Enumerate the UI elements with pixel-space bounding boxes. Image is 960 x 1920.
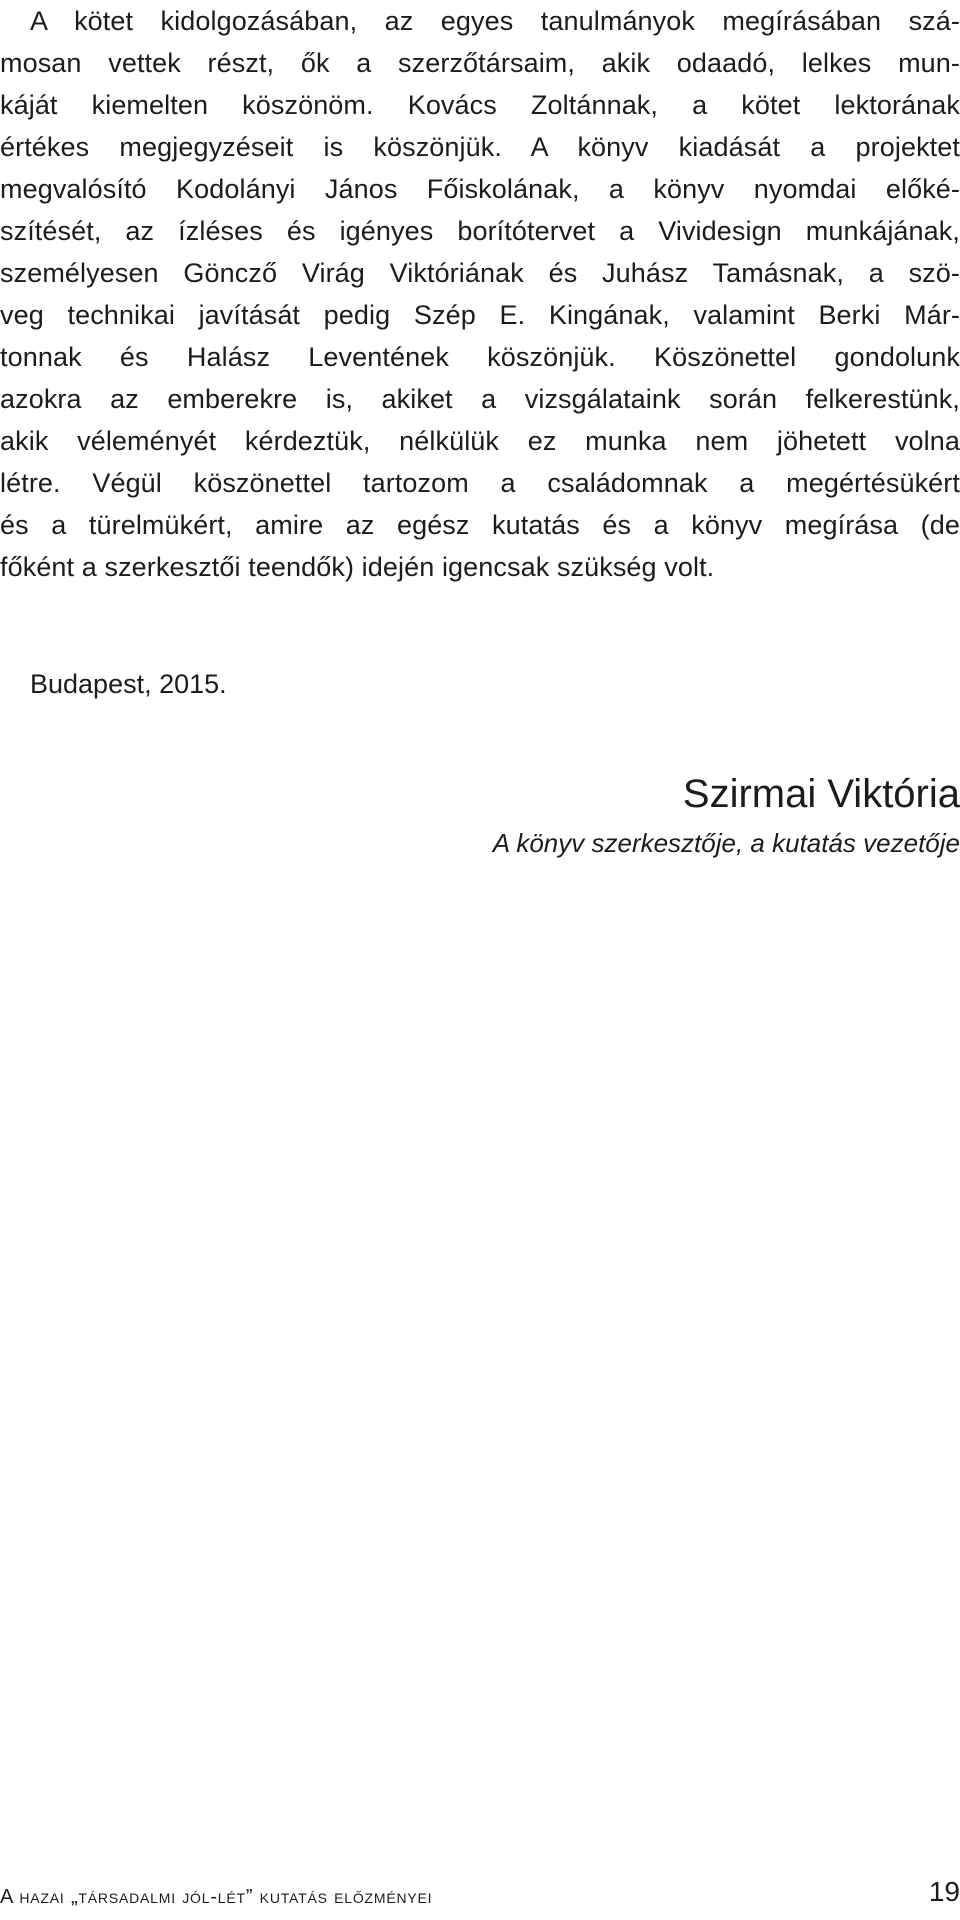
- paragraph-line: tonnak és Halász Leventének köszönjük. Köszönettel gondolunk: [0, 342, 960, 372]
- paragraph-line: megvalósító Kodolányi János Főiskolának, a könyv nyomdai előké-: [0, 174, 960, 204]
- paragraph-line: személyesen Göncző Virág Viktóriának és Juhász Tamásnak, a szö-: [0, 258, 960, 288]
- paragraph-line: szítését, az ízléses és igényes borítótervet a Vividesign munkájának,: [0, 216, 960, 246]
- running-footer-title: A hazai „társadalmi jól-lét” kutatás előzményei: [0, 1886, 433, 1908]
- signature-name: Szirmai Viktória: [682, 772, 960, 816]
- paragraph-line: káját kiemelten köszönöm. Kovács Zoltánnak, a kötet lektorának: [0, 90, 960, 120]
- place-and-date: Budapest, 2015.: [30, 669, 227, 699]
- paragraph-line: és a türelmükért, amire az egész kutatás és a könyv megírása (de: [0, 510, 960, 540]
- paragraph-line: akik véleményét kérdeztük, nélkülük ez munka nem jöhetett volna: [0, 426, 960, 456]
- paragraph-line: létre. Végül köszönettel tartozom a családomnak a megértésükért: [0, 468, 960, 498]
- paragraph-line: veg technikai javítását pedig Szép E. Kingának, valamint Berki Már-: [0, 300, 960, 330]
- paragraph-line: mosan vettek részt, ők a szerzőtársaim, akik odaadó, lelkes mun-: [0, 48, 960, 78]
- signature-role: A könyv szerkesztője, a kutatás vezetője: [492, 828, 960, 858]
- acknowledgement-paragraph: [0, 0, 960, 588]
- paragraph-line: értékes megjegyzéseit is köszönjük. A könyv kiadását a projektet: [0, 132, 960, 162]
- paragraph-line: A kötet kidolgozásában, az egyes tanulmányok megírásában szá-: [30, 6, 960, 36]
- paragraph-line: főként a szerkesztői teendők) idején igencsak szükség volt.: [0, 552, 715, 582]
- paragraph-line: azokra az emberekre is, akiket a vizsgálataink során felkerestünk,: [0, 384, 960, 414]
- page-number: 19: [928, 1876, 960, 1907]
